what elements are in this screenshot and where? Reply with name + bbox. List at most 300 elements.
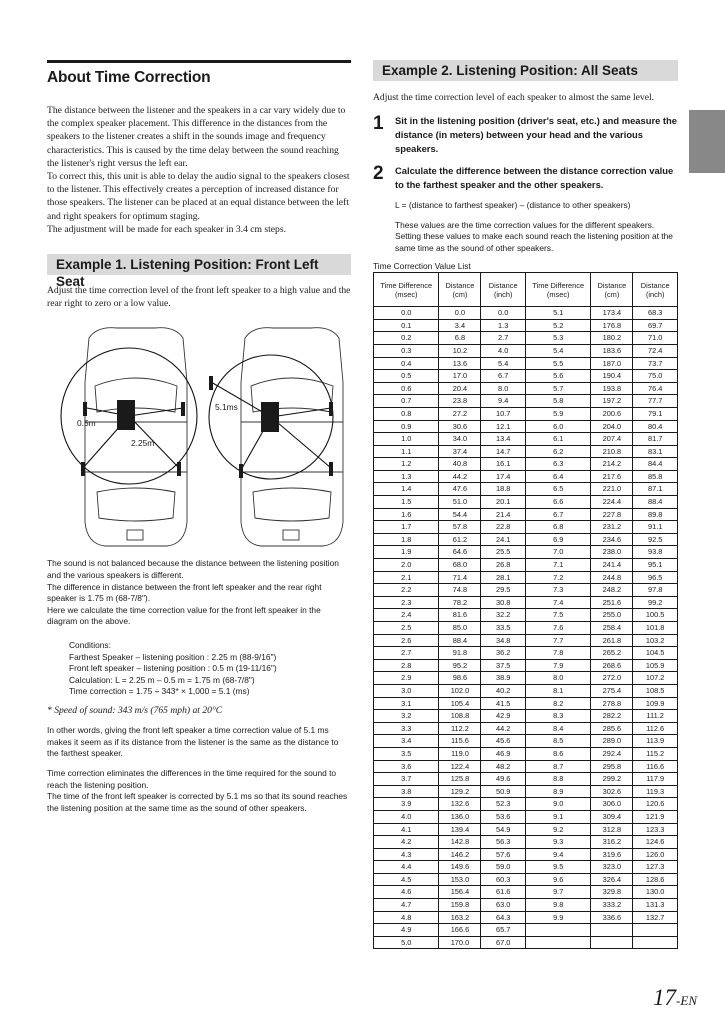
table-cell: 6.9 xyxy=(525,533,590,546)
table-cell: 60.3 xyxy=(481,873,526,886)
table-cell: 50.9 xyxy=(481,785,526,798)
table-row xyxy=(374,533,678,546)
table-row xyxy=(374,899,678,912)
table-cell: 57.6 xyxy=(481,848,526,861)
table-cell: 20.4 xyxy=(439,382,481,395)
table-cell: 4.8 xyxy=(374,911,439,924)
intro-paragraph: The adjustment will be made for each speaker in 3.4 cm steps. xyxy=(47,223,286,235)
table-cell: 4.6 xyxy=(374,886,439,899)
table-cell: 3.5 xyxy=(374,747,439,760)
explanation-paragraph: Here we calculate the time correction value for the front left speaker in the diagram on the above. xyxy=(47,604,321,627)
table-cell: 8.0 xyxy=(525,672,590,685)
table-row xyxy=(374,420,678,433)
table-cell: 37.5 xyxy=(481,659,526,672)
table-cell: 117.9 xyxy=(633,773,678,786)
table-cell: 1.0 xyxy=(374,433,439,446)
table-cell: 67.0 xyxy=(481,936,526,949)
page-number-value: 17 xyxy=(653,985,677,1010)
table-cell: 10.2 xyxy=(439,344,481,357)
table-cell: 71.0 xyxy=(633,332,678,345)
table-cell: 44.2 xyxy=(481,722,526,735)
table-row xyxy=(374,836,678,849)
table-cell: 83.1 xyxy=(633,445,678,458)
table-cell: 54.9 xyxy=(481,823,526,836)
table-cell: 5.8 xyxy=(525,395,590,408)
table-cell: 9.4 xyxy=(481,395,526,408)
table-cell: 292.4 xyxy=(591,747,633,760)
table-row xyxy=(374,559,678,572)
table-cell: 13.6 xyxy=(439,357,481,370)
table-row xyxy=(374,823,678,836)
table-row xyxy=(374,483,678,496)
table-cell: 95.1 xyxy=(633,559,678,572)
speaker-diagram xyxy=(47,322,351,550)
table-cell: 7.4 xyxy=(525,596,590,609)
table-cell: 139.4 xyxy=(439,823,481,836)
table-cell: 309.4 xyxy=(591,810,633,823)
table-row xyxy=(374,798,678,811)
summary-text: In other words, giving the front left speaker a time correction value of 5.1 ms makes it seem as if its distance from the listener is the same as the distance to the farthest speaker. xyxy=(47,725,339,759)
table-cell: 272.0 xyxy=(591,672,633,685)
table-cell: 30.8 xyxy=(481,596,526,609)
table-cell: 78.2 xyxy=(439,596,481,609)
table-row xyxy=(374,609,678,622)
table-cell: 48.2 xyxy=(481,760,526,773)
table-cell: 65.7 xyxy=(481,924,526,937)
table-cell: 12.1 xyxy=(481,420,526,433)
table-cell: 6.2 xyxy=(525,445,590,458)
table-cell: 6.4 xyxy=(525,470,590,483)
table-cell: 244.8 xyxy=(591,571,633,584)
table-cell: 316.2 xyxy=(591,836,633,849)
table-cell: 306.0 xyxy=(591,798,633,811)
table-cell: 27.2 xyxy=(439,407,481,420)
car-diagram-illustration xyxy=(47,322,351,550)
page-number xyxy=(653,985,697,1011)
table-cell: 3.8 xyxy=(374,785,439,798)
example1-heading: Example 1. Listening Position: Front Left Seat xyxy=(47,254,351,275)
table-cell: 125.8 xyxy=(439,773,481,786)
table-cell: 24.1 xyxy=(481,533,526,546)
table-cell: 115.2 xyxy=(633,747,678,760)
table-cell: 1.3 xyxy=(374,470,439,483)
table-cell: 136.0 xyxy=(439,810,481,823)
column-header: Distance (cm) xyxy=(439,273,481,307)
table-cell: 34.0 xyxy=(439,433,481,446)
table-cell: 56.3 xyxy=(481,836,526,849)
table-cell: 91.1 xyxy=(633,521,678,534)
example1-text: Adjust the time correction level of the front left speaker to a high value and the rear right to zero or a low value. xyxy=(47,285,351,310)
table-row xyxy=(374,634,678,647)
table-cell: 149.6 xyxy=(439,861,481,874)
table-row xyxy=(374,470,678,483)
table-cell: 173.4 xyxy=(591,307,633,320)
table-cell: 261.8 xyxy=(591,634,633,647)
table-cell: 238.0 xyxy=(591,546,633,559)
table-cell: 204.0 xyxy=(591,420,633,433)
table-cell: 16.1 xyxy=(481,458,526,471)
table-row xyxy=(374,332,678,345)
table-cell: 5.4 xyxy=(481,357,526,370)
table-cell: 47.6 xyxy=(439,483,481,496)
table-row xyxy=(374,848,678,861)
step-text: Calculate the difference between the distance correction value to the farthest speaker and the other speakers. xyxy=(395,165,674,191)
table-cell: 1.1 xyxy=(374,445,439,458)
table-row xyxy=(374,911,678,924)
table-row xyxy=(374,722,678,735)
table-cell: 6.7 xyxy=(525,508,590,521)
table-cell: 124.6 xyxy=(633,836,678,849)
table-cell: 7.3 xyxy=(525,584,590,597)
explanation-text xyxy=(47,558,351,628)
table-cell: 9.5 xyxy=(525,861,590,874)
table-cell: 109.9 xyxy=(633,697,678,710)
column-header: Distance (inch) xyxy=(481,273,526,307)
step-number: 1 xyxy=(373,113,384,135)
table-cell: 10.7 xyxy=(481,407,526,420)
table-cell: 159.8 xyxy=(439,899,481,912)
table-cell: 9.0 xyxy=(525,798,590,811)
table-cell: 323.0 xyxy=(591,861,633,874)
table-cell: 17.4 xyxy=(481,470,526,483)
table-cell: 132.7 xyxy=(633,911,678,924)
table-cell: 7.5 xyxy=(525,609,590,622)
table-cell: 275.4 xyxy=(591,684,633,697)
table-cell: 7.6 xyxy=(525,622,590,635)
table-cell: 74.8 xyxy=(439,584,481,597)
table-cell: 190.4 xyxy=(591,370,633,383)
table-cell: 33.5 xyxy=(481,622,526,635)
table-cell: 77.7 xyxy=(633,395,678,408)
intro-paragraph: The distance between the listener and the speakers in a car vary widely due to the complex speaker placement. This difference in the distances from the speakers to the listener creates a shift in the sounds image and frequency characteristics. This is caused by the time delay between the sound reaching the listener's right versus the left ear. xyxy=(47,105,346,169)
table-cell: 248.2 xyxy=(591,584,633,597)
table-cell xyxy=(591,924,633,937)
table-cell: 40.2 xyxy=(481,684,526,697)
table-title: Time Correction Value List xyxy=(373,260,471,271)
table-cell: 302.6 xyxy=(591,785,633,798)
table-cell: 93.8 xyxy=(633,546,678,559)
table-row xyxy=(374,458,678,471)
table-row xyxy=(374,370,678,383)
table-cell: 112.6 xyxy=(633,722,678,735)
table-cell: 113.9 xyxy=(633,735,678,748)
table-cell: 96.5 xyxy=(633,571,678,584)
table-cell: 26.8 xyxy=(481,559,526,572)
table-row xyxy=(374,622,678,635)
table-row xyxy=(374,861,678,874)
table-cell: 4.4 xyxy=(374,861,439,874)
table-row xyxy=(374,307,678,320)
table-cell: 108.5 xyxy=(633,684,678,697)
table-cell: 68.3 xyxy=(633,307,678,320)
left-column xyxy=(47,60,351,814)
table-cell: 14.7 xyxy=(481,445,526,458)
table-cell: 312.8 xyxy=(591,823,633,836)
table-cell: 107.2 xyxy=(633,672,678,685)
table-row xyxy=(374,684,678,697)
table-cell: 4.0 xyxy=(374,810,439,823)
table-cell: 2.2 xyxy=(374,584,439,597)
table-cell: 0.7 xyxy=(374,395,439,408)
conditions-block xyxy=(69,640,351,698)
table-cell: 183.6 xyxy=(591,344,633,357)
table-cell: 6.8 xyxy=(439,332,481,345)
table-cell: 9.9 xyxy=(525,911,590,924)
table-cell: 166.6 xyxy=(439,924,481,937)
table-cell: 0.0 xyxy=(481,307,526,320)
table-row xyxy=(374,382,678,395)
table-cell: 89.8 xyxy=(633,508,678,521)
table-cell: 251.6 xyxy=(591,596,633,609)
table-cell: 120.6 xyxy=(633,798,678,811)
table-cell: 289.0 xyxy=(591,735,633,748)
table-cell: 72.4 xyxy=(633,344,678,357)
table-cell: 46.9 xyxy=(481,747,526,760)
table-cell: 295.8 xyxy=(591,760,633,773)
table-cell: 4.9 xyxy=(374,924,439,937)
table-cell: 0.0 xyxy=(439,307,481,320)
table-row xyxy=(374,873,678,886)
table-cell: 3.4 xyxy=(374,735,439,748)
table-cell: 9.8 xyxy=(525,899,590,912)
table-cell: 69.7 xyxy=(633,319,678,332)
table-cell: 8.1 xyxy=(525,684,590,697)
table-cell: 129.2 xyxy=(439,785,481,798)
table-cell: 80.4 xyxy=(633,420,678,433)
table-cell: 4.2 xyxy=(374,836,439,849)
table-cell: 84.4 xyxy=(633,458,678,471)
table-cell: 241.4 xyxy=(591,559,633,572)
distance-label-near: 0.5m xyxy=(77,418,96,429)
table-cell: 75.0 xyxy=(633,370,678,383)
table-cell: 79.1 xyxy=(633,407,678,420)
table-cell: 2.5 xyxy=(374,622,439,635)
table-cell: 2.7 xyxy=(481,332,526,345)
table-cell: 4.0 xyxy=(481,344,526,357)
table-cell: 5.4 xyxy=(525,344,590,357)
intro-text xyxy=(47,104,351,236)
table-row xyxy=(374,672,678,685)
table-cell: 7.2 xyxy=(525,571,590,584)
table-cell: 103.2 xyxy=(633,634,678,647)
table-cell: 153.0 xyxy=(439,873,481,886)
condition-line: Calculation: L = 2.25 m – 0.5 m = 1.75 m (68-7/8") xyxy=(69,674,255,685)
table-row xyxy=(374,697,678,710)
table-cell: 329.8 xyxy=(591,886,633,899)
table-cell: 1.8 xyxy=(374,533,439,546)
table-cell: 2.1 xyxy=(374,571,439,584)
table-cell xyxy=(525,936,590,949)
table-row xyxy=(374,659,678,672)
table-cell: 87.1 xyxy=(633,483,678,496)
table-row xyxy=(374,760,678,773)
table-cell: 0.9 xyxy=(374,420,439,433)
table-cell: 197.2 xyxy=(591,395,633,408)
table-cell: 119.3 xyxy=(633,785,678,798)
explanation-paragraph: The difference in distance between the front left speaker and the rear right speaker is 1.75 m (68-7/8"). xyxy=(47,581,322,604)
table-cell: 9.3 xyxy=(525,836,590,849)
table-cell: 57.8 xyxy=(439,521,481,534)
table-row xyxy=(374,596,678,609)
table-cell: 8.2 xyxy=(525,697,590,710)
table-cell: 29.5 xyxy=(481,584,526,597)
table-cell: 285.6 xyxy=(591,722,633,735)
table-row xyxy=(374,810,678,823)
table-cell: 207.4 xyxy=(591,433,633,446)
table-body xyxy=(374,307,678,949)
table-cell: 52.3 xyxy=(481,798,526,811)
table-cell: 142.8 xyxy=(439,836,481,849)
table-cell: 200.6 xyxy=(591,407,633,420)
table-row xyxy=(374,344,678,357)
table-cell: 132.6 xyxy=(439,798,481,811)
table-cell: 17.0 xyxy=(439,370,481,383)
table-row xyxy=(374,521,678,534)
table-cell: 2.3 xyxy=(374,596,439,609)
table-cell: 49.6 xyxy=(481,773,526,786)
table-cell: 3.9 xyxy=(374,798,439,811)
table-row xyxy=(374,571,678,584)
table-cell: 333.2 xyxy=(591,899,633,912)
table-row xyxy=(374,710,678,723)
table-row xyxy=(374,924,678,937)
table-cell: 0.2 xyxy=(374,332,439,345)
table-cell xyxy=(633,924,678,937)
table-cell: 9.4 xyxy=(525,848,590,861)
table-cell: 8.8 xyxy=(525,773,590,786)
footnote: * Speed of sound: 343 m/s (765 mph) at 20°C xyxy=(47,704,223,716)
column-header: Time Difference (msec) xyxy=(525,273,590,307)
table-cell: 5.1 xyxy=(525,307,590,320)
table-cell: 0.1 xyxy=(374,319,439,332)
table-cell: 101.8 xyxy=(633,622,678,635)
table-cell: 20.1 xyxy=(481,496,526,509)
table-cell: 0.0 xyxy=(374,307,439,320)
table-cell: 68.0 xyxy=(439,559,481,572)
table-cell: 81.6 xyxy=(439,609,481,622)
table-cell: 130.0 xyxy=(633,886,678,899)
table-cell: 2.8 xyxy=(374,659,439,672)
table-cell: 2.7 xyxy=(374,647,439,660)
table-cell: 131.3 xyxy=(633,899,678,912)
table-cell: 210.8 xyxy=(591,445,633,458)
table-cell: 63.0 xyxy=(481,899,526,912)
table-cell: 1.7 xyxy=(374,521,439,534)
table-cell: 30.6 xyxy=(439,420,481,433)
table-cell: 5.9 xyxy=(525,407,590,420)
table-cell: 25.5 xyxy=(481,546,526,559)
table-cell: 9.1 xyxy=(525,810,590,823)
table-row xyxy=(374,584,678,597)
table-cell: 1.5 xyxy=(374,496,439,509)
table-row xyxy=(374,319,678,332)
table-cell: 8.9 xyxy=(525,785,590,798)
table-cell: 326.4 xyxy=(591,873,633,886)
table-cell: 40.8 xyxy=(439,458,481,471)
table-cell: 3.1 xyxy=(374,697,439,710)
table-cell: 2.6 xyxy=(374,634,439,647)
conclusion-paragraph: The time of the front left speaker is corrected by 5.1 ms so that its sound reaches the listening position at the same time as the sound of other speakers. xyxy=(47,791,348,813)
table-cell: 5.6 xyxy=(525,370,590,383)
table-cell: 28.1 xyxy=(481,571,526,584)
table-cell: 95.2 xyxy=(439,659,481,672)
time-correction-table xyxy=(373,272,678,949)
table-cell: 7.1 xyxy=(525,559,590,572)
right-column xyxy=(373,60,678,949)
table-cell: 37.4 xyxy=(439,445,481,458)
table-cell: 4.5 xyxy=(374,873,439,886)
table-cell: 234.6 xyxy=(591,533,633,546)
table-cell: 5.3 xyxy=(525,332,590,345)
table-row xyxy=(374,407,678,420)
table-row xyxy=(374,886,678,899)
side-tab-marker xyxy=(689,110,725,173)
table-cell: 3.0 xyxy=(374,684,439,697)
table-cell: 163.2 xyxy=(439,911,481,924)
table-cell: 9.7 xyxy=(525,886,590,899)
step-1 xyxy=(373,114,678,156)
table-cell: 1.4 xyxy=(374,483,439,496)
table-cell: 6.0 xyxy=(525,420,590,433)
table-cell: 3.7 xyxy=(374,773,439,786)
table-cell: 59.0 xyxy=(481,861,526,874)
table-cell: 88.4 xyxy=(633,496,678,509)
step-number: 2 xyxy=(373,163,384,185)
table-cell: 128.6 xyxy=(633,873,678,886)
table-row xyxy=(374,773,678,786)
condition-line: Farthest Speaker – listening position : 2.25 m (88-9/16") xyxy=(69,651,277,662)
table-cell: 8.7 xyxy=(525,760,590,773)
table-cell: 282.2 xyxy=(591,710,633,723)
time-label: 5.1ms xyxy=(215,402,238,413)
table-cell: 85.0 xyxy=(439,622,481,635)
table-row xyxy=(374,747,678,760)
table-cell: 9.6 xyxy=(525,873,590,886)
table-cell: 42.9 xyxy=(481,710,526,723)
table-cell: 99.2 xyxy=(633,596,678,609)
table-cell: 44.2 xyxy=(439,470,481,483)
table-cell: 187.0 xyxy=(591,357,633,370)
table-cell: 0.3 xyxy=(374,344,439,357)
table-cell: 8.5 xyxy=(525,735,590,748)
table-cell: 5.2 xyxy=(525,319,590,332)
table-cell: 227.8 xyxy=(591,508,633,521)
condition-line: Front left speaker – listening position : 0.5 m (19-11/16") xyxy=(69,663,277,674)
table-cell: 91.8 xyxy=(439,647,481,660)
table-cell: 0.6 xyxy=(374,382,439,395)
table-cell: 6.1 xyxy=(525,433,590,446)
table-cell: 224.4 xyxy=(591,496,633,509)
example2-heading: Example 2. Listening Position: All Seats xyxy=(373,60,678,81)
table-cell: 121.9 xyxy=(633,810,678,823)
table-cell: 64.3 xyxy=(481,911,526,924)
table-cell: 336.6 xyxy=(591,911,633,924)
table-cell: 81.7 xyxy=(633,433,678,446)
table-row xyxy=(374,433,678,446)
table-cell: 126.0 xyxy=(633,848,678,861)
table-cell: 4.1 xyxy=(374,823,439,836)
table-cell: 127.3 xyxy=(633,861,678,874)
table-cell: 102.0 xyxy=(439,684,481,697)
example2-text: Adjust the time correction level of each speaker to almost the same level. xyxy=(373,92,655,103)
table-cell: 7.7 xyxy=(525,634,590,647)
table-cell: 8.3 xyxy=(525,710,590,723)
table-cell: 32.2 xyxy=(481,609,526,622)
table-cell: 6.5 xyxy=(525,483,590,496)
table-cell: 278.8 xyxy=(591,697,633,710)
table-cell: 214.2 xyxy=(591,458,633,471)
table-cell: 0.8 xyxy=(374,407,439,420)
